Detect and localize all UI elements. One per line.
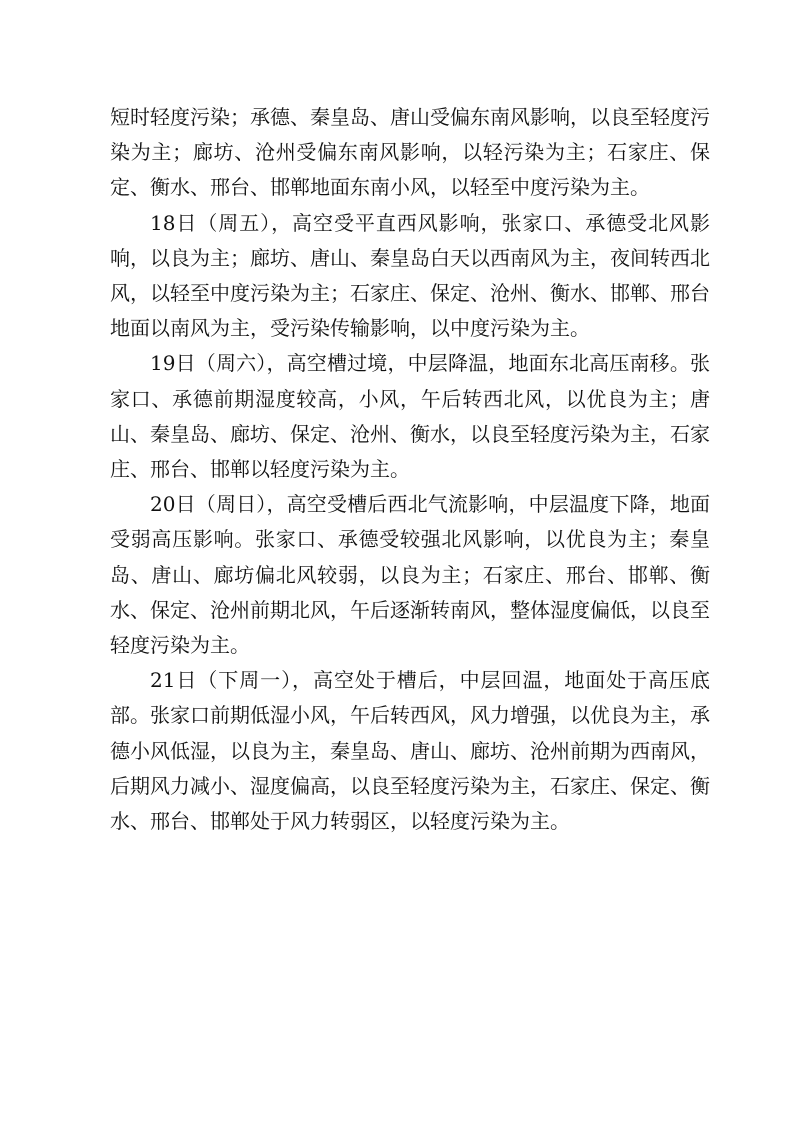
paragraph-day-21: 21日（下周一），高空处于槽后，中层回温，地面处于高压底部。张家口前期低湿小风，午后转西风，风力增强，以优良为主，承德小风低湿，以良为主，秦皇岛、唐山、廊坊、沧州前期为西南风，后期风力减小、湿度偏高，以良至轻度污染为主，石家庄、保定、衡水、邢台、邯郸处于风力转弱区，以轻度污染为主。 [110, 668, 710, 834]
paragraph-continuation: 短时轻度污染；承德、秦皇岛、唐山受偏东南风影响，以良至轻度污染为主；廊坊、沧州受偏东南风影响，以轻污染为主；石家庄、保定、衡水、邢台、邯郸地面东南小风，以轻至中度污染为主。 [110, 105, 710, 200]
paragraph-day-19: 19日（周六），高空槽过境，中层降温，地面东北高压南移。张家口、承德前期湿度较高，小风，午后转西北风，以优良为主；唐山、秦皇岛、廊坊、保定、沧州、衡水，以良至轻度污染为主，石家庄、邢台、邯郸以轻度污染为主。 [110, 351, 710, 482]
paragraph-day-20: 20日（周日），高空受槽后西北气流影响，中层温度下降，地面受弱高压影响。张家口、承德受较强北风影响，以优良为主；秦皇岛、唐山、廊坊偏北风较弱，以良为主；石家庄、邢台、邯郸、衡水、保定、沧州前期北风，午后逐渐转南风，整体湿度偏低，以良至轻度污染为主。 [110, 492, 710, 658]
paragraph-day-18: 18日（周五），高空受平直西风影响，张家口、承德受北风影响，以良为主；廊坊、唐山、秦皇岛白天以西南风为主，夜间转西北风，以轻至中度污染为主；石家庄、保定、沧州、衡水、邯郸、邢台地面以南风为主，受污染传输影响，以中度污染为主。 [110, 210, 710, 341]
body-text [110, 100, 710, 839]
